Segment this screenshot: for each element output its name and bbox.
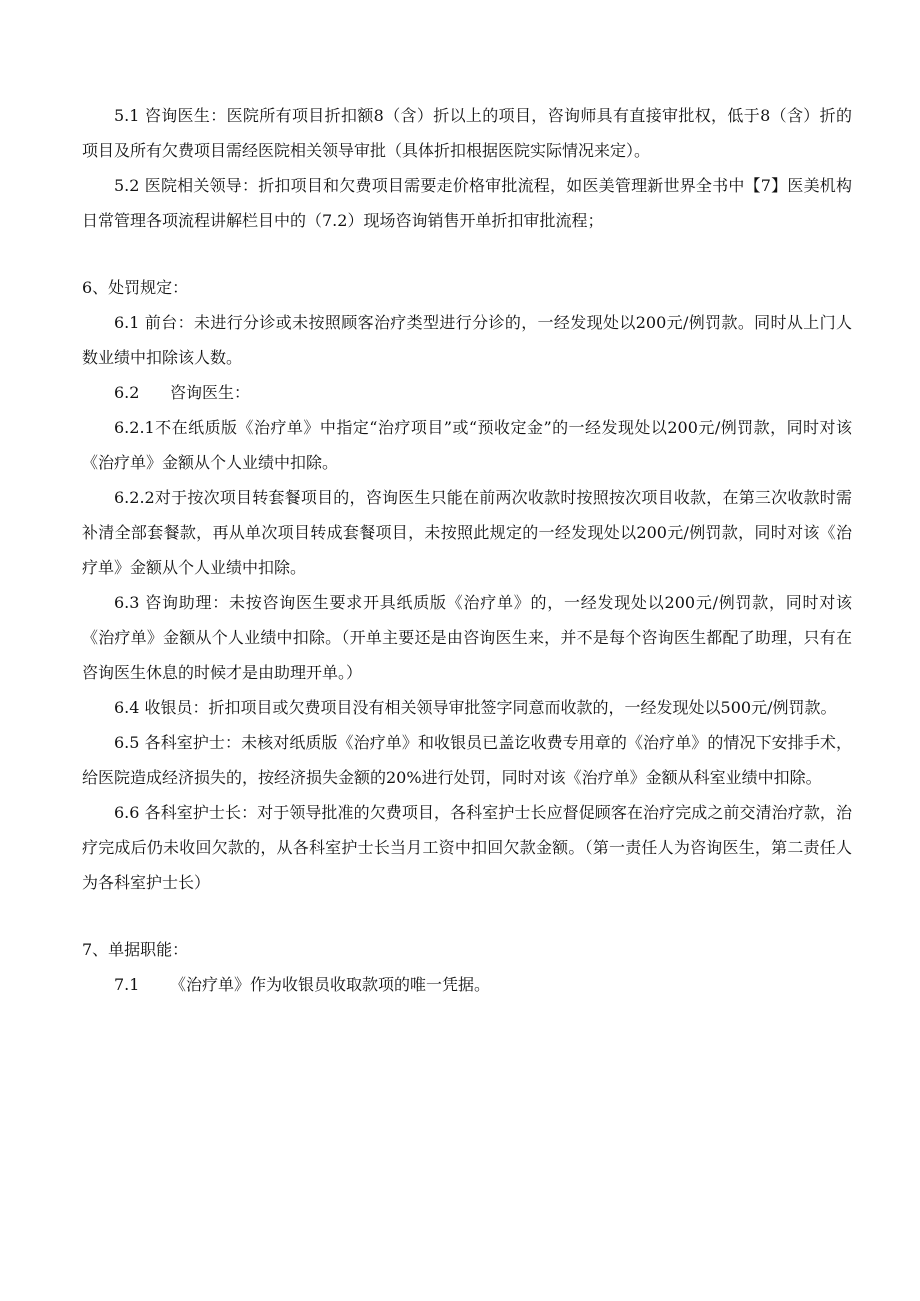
paragraph-6-1: 6.1 前台：未进行分诊或未按照顾客治疗类型进行分诊的，一经发现处以200元/例罚款。同时从上门人数业绩中扣除该人数。: [82, 313, 852, 367]
paragraph-6-2-1: 6.2.1不在纸质版《治疗单》中指定“治疗项目”或“预收定金”的一经发现处以200元/例罚款，同时对该《治疗单》金额从个人业绩中扣除。: [82, 418, 852, 472]
paragraph-6-4: 6.4 收银员：折扣项目或欠费项目没有相关领导审批签字同意而收款的，一经发现处以500元/例罚款。: [114, 698, 837, 717]
paragraph-6-3: 6.3 咨询助理：未按咨询医生要求开具纸质版《治疗单》的，一经发现处以200元/例罚款，同时对该《治疗单》金额从个人业绩中扣除。（开单主要还是由咨询医生来，并不是每个咨询医生都配了助理，只有在咨询医生休息的时候才是由助理开单。）: [82, 593, 852, 682]
section-gap: [82, 238, 852, 270]
paragraph-6-2-2: 6.2.2对于按次项目转套餐项目的，咨询医生只能在前两次收款时按照按次项目收款，在第三次收款时需补清全部套餐款，再从单次项目转成套餐项目，未按照此规定的一经发现处以200元/例罚款，同时对该《治疗单》金额从个人业绩中扣除。: [82, 488, 852, 577]
paragraph-7-1: 7.1 《治疗单》作为收银员收取款项的唯一凭据。: [114, 975, 490, 994]
paragraph-5-1: 5.1 咨询医生：医院所有项目折扣额8（含）折以上的项目，咨询师具有直接审批权，低于8（含）折的项目及所有欠费项目需经医院相关领导审批（具体折扣根据医院实际情况来定）。: [82, 106, 852, 160]
paragraph-6-5: 6.5 各科室护士：未核对纸质版《治疗单》和收银员已盖讫收费专用章的《治疗单》的情况下安排手术，给医院造成经济损失的，按经济损失金额的20%进行处罚，同时对该《治疗单》金额从科室业绩中扣除。: [82, 733, 852, 787]
section-6-heading: 6、处罚规定：: [82, 278, 189, 297]
paragraph-6-2: 6.2 咨询医生：: [114, 383, 250, 402]
paragraph-6-6: 6.6 各科室护士长：对于领导批准的欠费项目，各科室护士长应督促顾客在治疗完成之前交清治疗款，治疗完成后仍未收回欠款的，从各科室护士长当月工资中扣回欠款金额。（第一责任人为咨询医生，第二责任人为各科室护士长）: [82, 803, 852, 892]
paragraph-5-2: 5.2 医院相关领导：折扣项目和欠费项目需要走价格审批流程，如医美管理新世界全书中【7】医美机构日常管理各项流程讲解栏目中的（7.2）现场咨询销售开单折扣审批流程；: [82, 176, 852, 230]
document-page: [82, 98, 852, 1002]
section-7-heading: 7、单据职能：: [82, 940, 189, 959]
section-gap: [82, 900, 852, 932]
